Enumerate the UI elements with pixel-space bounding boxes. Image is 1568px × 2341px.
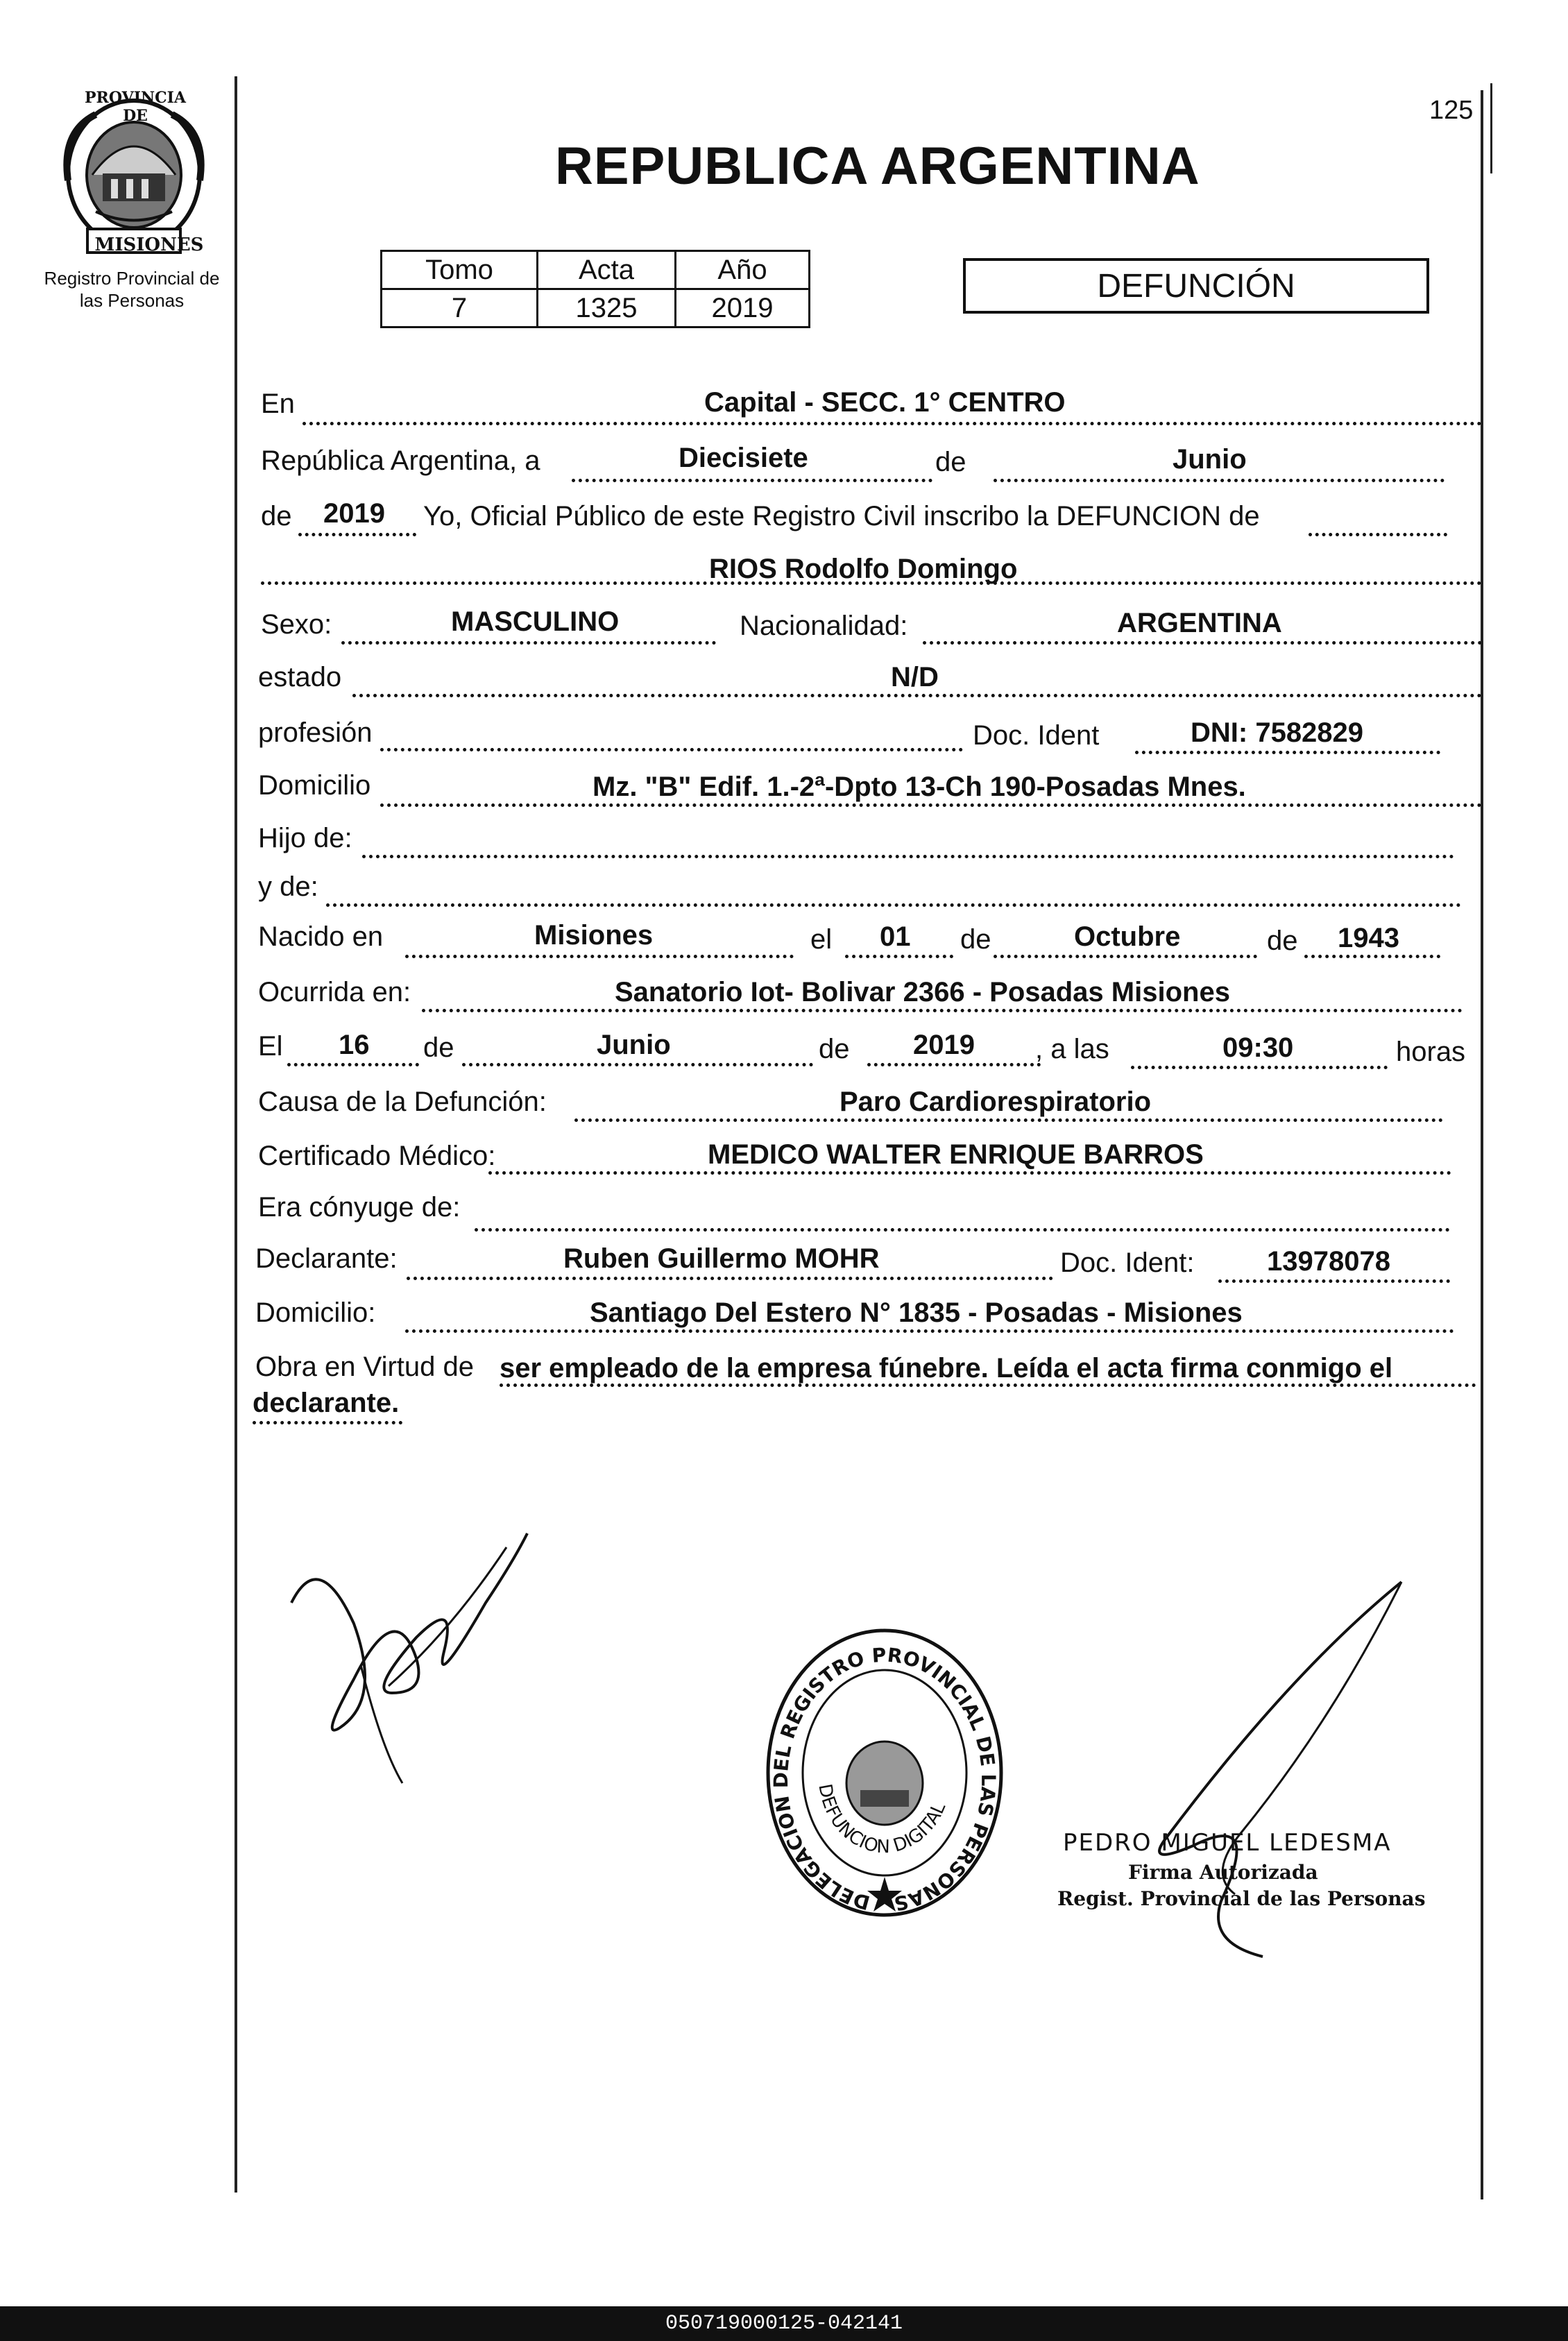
republica-label: República Argentina, a — [261, 445, 540, 476]
declarante-value: Ruben Guillermo MOHR — [563, 1243, 880, 1274]
certificado-label: Certificado Médico: — [258, 1141, 496, 1171]
domicilio-label: Domicilio — [258, 770, 371, 801]
tomo-acta-anio-table — [380, 250, 810, 328]
ocurrida-dotted-line — [422, 1009, 1463, 1012]
estado-label: estado — [258, 662, 342, 692]
declarant-signature-icon — [278, 1519, 541, 1790]
declarante-doc-dotted-line — [1218, 1279, 1450, 1283]
alas-label: , a las — [1035, 1034, 1109, 1064]
domicilio2-label: Domicilio: — [255, 1297, 376, 1328]
stamp-inner-text: DEFUNCION DIGITAL — [814, 1782, 951, 1858]
death-month-dotted-line — [462, 1063, 813, 1066]
sexo-dotted-line — [341, 641, 716, 645]
en-value: Capital - SECC. 1° CENTRO — [704, 387, 1066, 418]
profesion-label: profesión — [258, 717, 373, 748]
obra-dotted-line-1 — [500, 1384, 1476, 1387]
death-time-dotted-line — [1131, 1066, 1388, 1069]
obra-dotted-line-2 — [253, 1421, 402, 1424]
day-dotted-line — [572, 479, 932, 482]
nacionalidad-dotted-line — [923, 641, 1482, 645]
acta-value: 1325 — [538, 289, 676, 327]
en-dotted-line — [302, 422, 1482, 425]
footer-bar — [0, 2306, 1568, 2341]
estado-value: N/D — [891, 662, 939, 692]
nacido-year-value: 1943 — [1338, 923, 1399, 953]
de-year-label: de — [261, 501, 292, 531]
nacido-day-dotted-line — [845, 955, 953, 958]
sexo-label: Sexo: — [261, 609, 332, 640]
doc-ident-label: Doc. Ident — [973, 720, 1100, 751]
ocurrida-label: Ocurrida en: — [258, 977, 411, 1007]
de-label-5: de — [819, 1034, 850, 1064]
declarante-doc-value: 13978078 — [1267, 1246, 1390, 1277]
profesion-dotted-line — [380, 748, 963, 751]
sexo-value: MASCULINO — [451, 606, 620, 637]
logo-bottom-text: MISIONES — [94, 235, 204, 255]
official-org: Regist. Provincial de las Personas — [1057, 1887, 1426, 1910]
month-value: Junio — [1173, 444, 1247, 475]
de-label-1: de — [935, 447, 966, 477]
de-label-2: de — [960, 924, 991, 955]
death-day-dotted-line — [287, 1063, 419, 1066]
registry-name-line1: Registro Provincial de — [44, 268, 220, 289]
yde-label: y de: — [258, 871, 318, 902]
acta-header: Acta — [538, 251, 676, 289]
month-dotted-line — [994, 479, 1445, 482]
nacido-month-dotted-line — [994, 955, 1257, 958]
barcode-text: 050719000125-042141 — [665, 2312, 903, 2335]
page-title: REPUBLICA ARGENTINA — [555, 137, 1200, 196]
official-stamp — [763, 1624, 1006, 1922]
page-number: 125 — [1429, 96, 1474, 125]
tomo-value: 7 — [382, 289, 538, 327]
causa-value: Paro Cardiorespiratorio — [840, 1087, 1152, 1117]
doc-ident-value: DNI: 7582829 — [1191, 717, 1364, 748]
conyuge-label: Era cónyuge de: — [258, 1192, 461, 1223]
year-value: 2019 — [323, 498, 385, 529]
doc-ident-dotted-line — [1135, 751, 1440, 754]
death-month-value: Junio — [597, 1030, 671, 1060]
obra-value-line1: ser empleado de la empresa fúnebre. Leída el acta firma conmigo el — [500, 1353, 1393, 1384]
nacionalidad-label: Nacionalidad: — [740, 611, 908, 641]
defuncion-dotted-line — [1309, 533, 1447, 536]
obra-value-line2: declarante. — [253, 1388, 400, 1418]
ocurrida-value: Sanatorio Iot- Bolivar 2366 - Posadas Misiones — [615, 977, 1230, 1007]
yde-dotted-line — [326, 903, 1461, 907]
obra-label: Obra en Virtud de — [255, 1352, 475, 1382]
domicilio-value: Mz. "B" Edif. 1.-2ª-Dpto 13-Ch 190-Posadas Mnes. — [593, 772, 1246, 802]
official-signature-icon — [1082, 1568, 1415, 1970]
el-label: el — [810, 924, 833, 955]
death-year-value: 2019 — [913, 1030, 975, 1060]
year-dotted-line — [298, 533, 416, 536]
nacido-label: Nacido en — [258, 921, 384, 952]
death-year-dotted-line — [867, 1063, 1041, 1066]
causa-dotted-line — [574, 1118, 1443, 1122]
declarante-label: Declarante: — [255, 1243, 398, 1274]
en-label: En — [261, 389, 295, 419]
stamp-ring-text: DELEGACION DEL REGISTRO PROVINCIAL DE LAS PERSONAS — [769, 1643, 1000, 1916]
day-value: Diecisiete — [679, 443, 808, 473]
official-name: PEDRO MIGUEL LEDESMA — [1063, 1829, 1392, 1857]
nacido-place-dotted-line — [405, 955, 794, 958]
tomo-header: Tomo — [382, 251, 538, 289]
nacido-place-value: Misiones — [534, 920, 654, 951]
left-margin-line — [235, 76, 237, 2193]
death-time-value: 09:30 — [1222, 1032, 1294, 1063]
anio-value: 2019 — [676, 289, 810, 327]
domicilio-dotted-line — [380, 803, 1482, 807]
declarante-dotted-line — [407, 1277, 1053, 1280]
yo-statement: Yo, Oficial Público de este Registro Civil inscribo la DEFUNCION de — [423, 501, 1260, 531]
doc-type-box — [963, 258, 1429, 314]
causa-label: Causa de la Defunción: — [258, 1087, 547, 1117]
conyuge-dotted-line — [475, 1228, 1450, 1232]
deceased-name: RIOS Rodolfo Domingo — [709, 554, 1018, 584]
nacido-day-value: 01 — [880, 921, 911, 952]
registry-name-line2: las Personas — [79, 290, 185, 311]
nacido-year-dotted-line — [1304, 955, 1440, 958]
domicilio2-value: Santiago Del Estero N° 1835 - Posadas - Misiones — [590, 1297, 1243, 1328]
estado-dotted-line — [352, 694, 1482, 697]
logo-top-text: PROVINCIA DE — [85, 89, 186, 125]
horas-label: horas — [1396, 1037, 1466, 1067]
certificado-dotted-line — [488, 1171, 1451, 1175]
certificado-value: MEDICO WALTER ENRIQUE BARROS — [708, 1139, 1204, 1170]
official-role: Firma Autorizada — [1128, 1861, 1318, 1884]
declarante-doc-label: Doc. Ident: — [1060, 1248, 1195, 1278]
anio-header: Año — [676, 251, 810, 289]
nacido-month-value: Octubre — [1074, 921, 1181, 952]
right-edge-mark — [1490, 83, 1492, 173]
nacionalidad-value: ARGENTINA — [1117, 608, 1282, 638]
hijo-label: Hijo de: — [258, 823, 352, 853]
death-day-value: 16 — [339, 1030, 370, 1060]
hijo-dotted-line — [362, 855, 1454, 858]
de-label-4: de — [423, 1032, 454, 1063]
domicilio2-dotted-line — [405, 1329, 1454, 1333]
de-label-3: de — [1267, 926, 1298, 956]
el2-label: El — [258, 1031, 283, 1062]
doc-type-label: DEFUNCIÓN — [1097, 267, 1295, 305]
right-margin-line — [1481, 90, 1483, 2199]
